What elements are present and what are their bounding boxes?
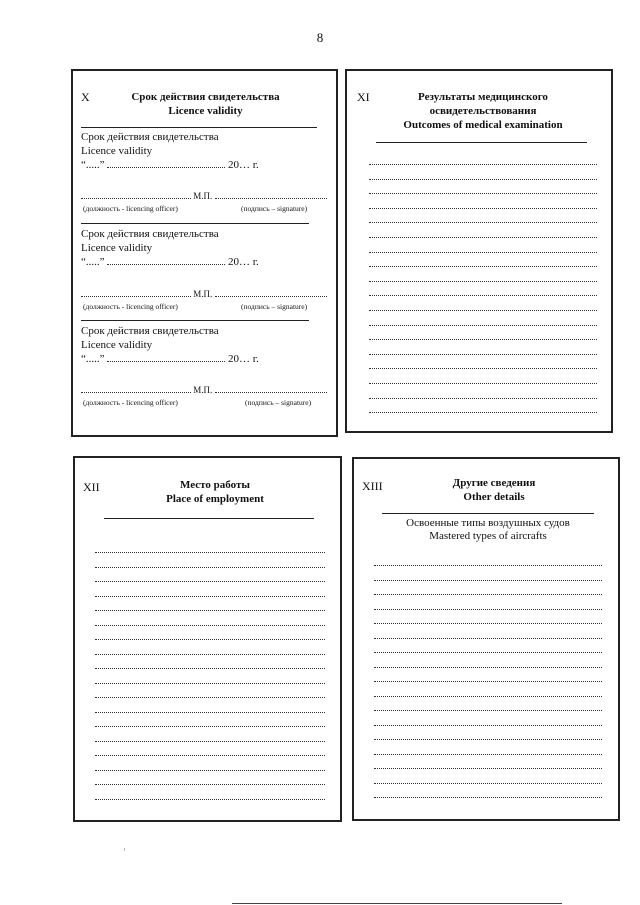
dotted-line[interactable] [369,295,597,296]
dotted-line[interactable] [369,193,597,194]
dotted-line[interactable] [95,799,325,800]
dotted-line[interactable] [374,594,602,595]
dotted-line[interactable] [374,580,602,581]
dotted-line[interactable] [95,567,325,568]
section-title-en: Other details [463,491,525,503]
date-year: 20… г. [228,256,259,268]
validity-entry-2 [81,228,331,323]
signature-caption: (подпись – signature) [241,204,308,213]
dotted-line[interactable] [374,754,602,755]
dotted-line[interactable] [374,609,602,610]
dotted-line[interactable] [374,797,602,798]
aircraft-types-lines[interactable] [374,565,602,805]
date-year: 20… г. [228,353,259,365]
validity-entry-3 [81,325,331,420]
dotted-line[interactable] [369,266,597,267]
dotted-line[interactable] [369,383,597,384]
licence-validity-panel [71,69,338,437]
medical-outcomes-lines[interactable] [369,164,597,424]
officer-dots [81,295,191,297]
signature-dots [215,295,327,297]
section-title [103,90,308,118]
dotted-line[interactable] [374,696,602,697]
dotted-line[interactable] [95,712,325,713]
section-number: XI [357,90,370,104]
other-details-panel [352,457,620,821]
entry-label-en: Licence validity [81,242,153,254]
entry-label-ru: Срок действия свидетельства [81,228,219,240]
place-of-employment-panel [73,456,342,822]
dotted-line[interactable] [374,623,602,624]
medical-outcomes-panel [345,69,613,433]
signature-caption: (подпись – signature) [245,398,312,407]
date-quote: “.....” [81,256,105,268]
dotted-line[interactable] [374,565,602,566]
dotted-line[interactable] [369,164,597,165]
section-title-ru: Другие сведения [452,477,536,489]
section-title-ru: Место работы [180,479,250,491]
dotted-line[interactable] [95,625,325,626]
date-field[interactable] [81,256,259,268]
dotted-line[interactable] [369,325,597,326]
validity-entry-1 [81,131,331,226]
dotted-line[interactable] [95,639,325,640]
officer-caption: (должность - licencing officer) [83,302,178,311]
dotted-line[interactable] [369,310,597,311]
entry-label-ru: Срок действия свидетельства [81,131,219,143]
dotted-line[interactable] [95,755,325,756]
officer-caption: (должность - licencing officer) [83,204,178,213]
entry-label-en: Licence validity [81,339,153,351]
date-dots [107,166,225,168]
subtitle-ru: Освоенные типы воздушных судов [406,517,570,529]
dotted-line[interactable] [95,552,325,553]
dotted-line[interactable] [374,652,602,653]
title-underline [376,142,587,143]
entry-divider [81,320,309,321]
dotted-line[interactable] [95,668,325,669]
dotted-line[interactable] [374,768,602,769]
section-title [394,476,594,504]
dotted-line[interactable] [95,770,325,771]
dotted-line[interactable] [369,354,597,355]
dotted-line[interactable] [369,398,597,399]
date-dots [107,360,225,362]
section-title-en: Outcomes of medical examination [403,119,563,131]
section-title [372,90,594,132]
dotted-line[interactable] [369,252,597,253]
stamp-label: М.П. [193,191,213,201]
entry-label-en: Licence validity [81,145,153,157]
employment-lines[interactable] [95,552,325,812]
dotted-line[interactable] [95,581,325,582]
dotted-line[interactable] [369,179,597,180]
scan-mark [124,848,125,851]
dotted-line[interactable] [374,783,602,784]
section-title-ru-2: освидетельствования [429,105,537,117]
section-title [115,478,315,506]
dotted-line[interactable] [95,654,325,655]
officer-dots [81,391,191,393]
dotted-line[interactable] [369,222,597,223]
signature-dots [215,197,327,199]
entry-divider [81,223,309,224]
officer-caption: (должность - licencing officer) [83,398,178,407]
section-title-en: Place of employment [166,493,264,505]
section-number: XIII [362,479,383,493]
dotted-line[interactable] [369,237,597,238]
dotted-line[interactable] [369,208,597,209]
section-title-en: Licence validity [168,105,243,117]
date-quote: “.....” [81,159,105,171]
dotted-line[interactable] [369,339,597,340]
title-underline [81,127,317,128]
dotted-line[interactable] [95,741,325,742]
dotted-line[interactable] [374,725,602,726]
stamp-label: М.П. [193,385,213,395]
dotted-line[interactable] [369,281,597,282]
section-title-ru-1: Результаты медицинского [418,91,548,103]
dotted-line[interactable] [95,726,325,727]
date-field[interactable] [81,159,259,171]
dotted-line[interactable] [95,610,325,611]
section-number: X [81,90,90,104]
dotted-line[interactable] [95,784,325,785]
title-underline [104,518,314,519]
signature-field[interactable] [81,191,327,201]
dotted-line[interactable] [374,638,602,639]
officer-dots [81,197,191,199]
dotted-line[interactable] [95,697,325,698]
subtitle-en: Mastered types of aircrafts [429,530,547,542]
page-number: 8 [316,30,324,45]
dotted-line[interactable] [374,739,602,740]
signature-field[interactable] [81,289,327,299]
page-bottom-rule [232,903,562,904]
date-field[interactable] [81,353,259,365]
dotted-line[interactable] [95,683,325,684]
entry-label-ru: Срок действия свидетельства [81,325,219,337]
aircraft-types-heading [374,517,602,543]
stamp-label: М.П. [193,289,213,299]
dotted-line[interactable] [374,681,602,682]
signature-field[interactable] [81,385,327,395]
title-underline [382,513,594,514]
dotted-line[interactable] [374,710,602,711]
signature-dots [215,391,327,393]
section-title-ru: Срок действия свидетельства [131,91,280,103]
dotted-line[interactable] [95,596,325,597]
dotted-line[interactable] [369,368,597,369]
signature-caption: (подпись – signature) [241,302,308,311]
dotted-line[interactable] [369,412,597,413]
date-year: 20… г. [228,159,259,171]
dotted-line[interactable] [374,667,602,668]
date-quote: “.....” [81,353,105,365]
date-dots [107,263,225,265]
section-number: XII [83,480,100,494]
